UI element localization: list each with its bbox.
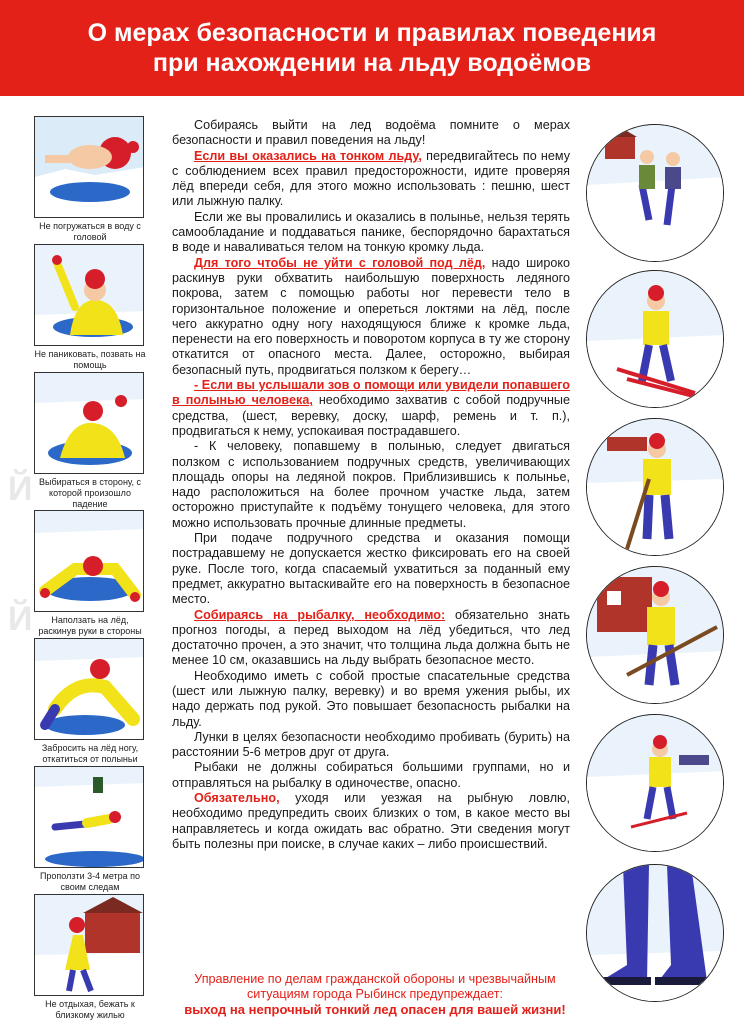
boots-closeup-icon bbox=[586, 864, 724, 1002]
paragraph: Рыбаки не должны собираться большими группами, но и отправляться на рыбалку в одиночестве, опасно. bbox=[172, 760, 570, 790]
turning-away-icon bbox=[34, 372, 144, 474]
person-near-house-icon bbox=[586, 566, 724, 704]
step-turning-away bbox=[34, 372, 146, 510]
step-caption: Не отдыхая, бежать к близкому жилью bbox=[45, 999, 135, 1020]
head-above-water-icon bbox=[34, 116, 144, 218]
step-leg-on-ice bbox=[34, 638, 146, 765]
paragraph: Собираясь на рыбалку, необходимо: обязательно знать прогноз погоды, а перед выходом на лёд убедиться, что лед достаточно прочен, а это значит, что толщина льда должна быть не менее 10 см, оказавшись на льду выбрать безопасное место. bbox=[172, 607, 570, 668]
step-head-above-water bbox=[34, 116, 146, 243]
crawling-icon bbox=[34, 766, 144, 868]
step-caption: Забросить на лёд ногу, откатиться от полыньи bbox=[41, 743, 139, 764]
running-home-icon bbox=[34, 894, 144, 996]
step-caption: Не погружаться в воду с головой bbox=[39, 221, 141, 242]
person-with-stick-icon bbox=[586, 418, 724, 556]
paragraph: Для того чтобы не уйти с головой под лёд, надо широко раскинув руки обхватить наибольшую поверхность ледяного покрова, затем с помощью работы ног перевести тело в горизонтальное положение и опереться локтями на лёд, после чего аккуратно одну ногу находящуюся ближе к кромке льда, перенести на его поверхность и поворотом корпуса в ту же сторону откатится от опасного места. Далее, осторожно, выбирая безопасный путь, продвигаться ползком к берегу… bbox=[172, 255, 570, 377]
header-title-line2: при нахождении на льду водоёмов bbox=[152, 49, 592, 77]
step-calling-for-help bbox=[34, 244, 146, 371]
calling-for-help-icon bbox=[34, 244, 144, 346]
watermark-left: Й bbox=[8, 470, 33, 508]
main-text-block bbox=[172, 118, 570, 852]
paragraph: Необходимо иметь с собой простые спасательные средства (шест или лыжную палку, веревку) и во время ужения рыбы, их надо держать под рукой. Это повышает безопасность рыбалки на льду. bbox=[172, 668, 570, 729]
paragraph: Обязательно, уходя или уезжая на рыбную ловлю, необходимо предупредить своих близких о том, в какое место вы направляетесь и когда ожидать вас обратно. Эти сведения могут быть полезны при поиске, в случае каких – либо происшествий. bbox=[172, 791, 570, 851]
skier-with-poles-icon bbox=[586, 270, 724, 408]
step-arms-spread bbox=[34, 510, 146, 637]
step-caption: Выбираться в сторону, с которой произошло падение bbox=[38, 477, 142, 509]
footer-line2: ситуациям города Рыбинск предупреждает: bbox=[246, 987, 503, 1001]
paragraph: Лунки в целях безопасности необходимо пробивать (бурить) на расстоянии 5-6 метров друг от друга. bbox=[172, 729, 570, 760]
watermark-left-2: Й bbox=[8, 600, 33, 638]
paragraph: При подаче подручного средства и оказания помощи пострадавшему не допускается жестко фиксировать его на своей руке. После того, когда спасаемый ухватиться за поданный ему предмет, аккуратно вытаскивайте его на поверхность в безопасное место. bbox=[172, 531, 570, 607]
two-skiers-icon bbox=[586, 124, 724, 262]
step-caption: Проползти 3-4 метра по своим следам bbox=[39, 871, 141, 892]
paragraph: Если вы оказались на тонком льду, передвигайтесь по нему с соблюдением всех правил предосторожности, идите проверяя лёд впереди себя, для этого можно использовать : пешню, шест или лыжную палку. bbox=[172, 148, 570, 209]
step-caption: Не паниковать, позвать на помощь bbox=[34, 349, 146, 370]
leg-on-ice-icon bbox=[34, 638, 144, 740]
step-running-home bbox=[34, 894, 146, 1021]
footer-line3: выход на непрочный тонкий лед опасен для вашей жизни! bbox=[184, 1002, 566, 1017]
paragraph: - К человеку, попавшему в полынью, следует двигаться ползком с использованием подручных средств, увеличивающих площадь опоры на ледяной покров. Приблизившись к полынье, надо расположиться на более прочном участке льда, затем осторожно приступайте к подъёму тонущего человека, для этого можно использовать прочные длинные предметы. bbox=[172, 439, 570, 530]
paragraph: - Если вы услышали зов о помощи или увидели попавшего в полынью человека, необходимо захватив с собой подручные средства, (шест, веревку, доску, шарф, ремень и т. п.), продвигаться к нему, успокаивая пострадавшего. bbox=[172, 378, 570, 438]
step-crawling bbox=[34, 766, 146, 893]
arms-spread-icon bbox=[34, 510, 144, 612]
paragraph: Собираясь выйти на лед водоёма помните о мерах безопасности и правил поведения на льду! bbox=[172, 118, 570, 148]
skier-on-slope-icon bbox=[586, 714, 724, 852]
footer-warning bbox=[160, 972, 590, 1017]
footer-line1: Управление по делам гражданской обороны и чрезвычайным bbox=[194, 972, 556, 986]
header-title-line1: О мерах безопасности и правилах поведения bbox=[87, 19, 657, 47]
paragraph: Если же вы провалились и оказались в полынье, нельзя терять самообладание и поддаваться панике, беспорядочно барахтаться в воде и наваливаться телом на тонкую кромку льда. bbox=[172, 209, 570, 255]
step-caption: Наползать на лёд, раскинув руки в стороны bbox=[38, 615, 142, 636]
page-header bbox=[0, 0, 744, 96]
